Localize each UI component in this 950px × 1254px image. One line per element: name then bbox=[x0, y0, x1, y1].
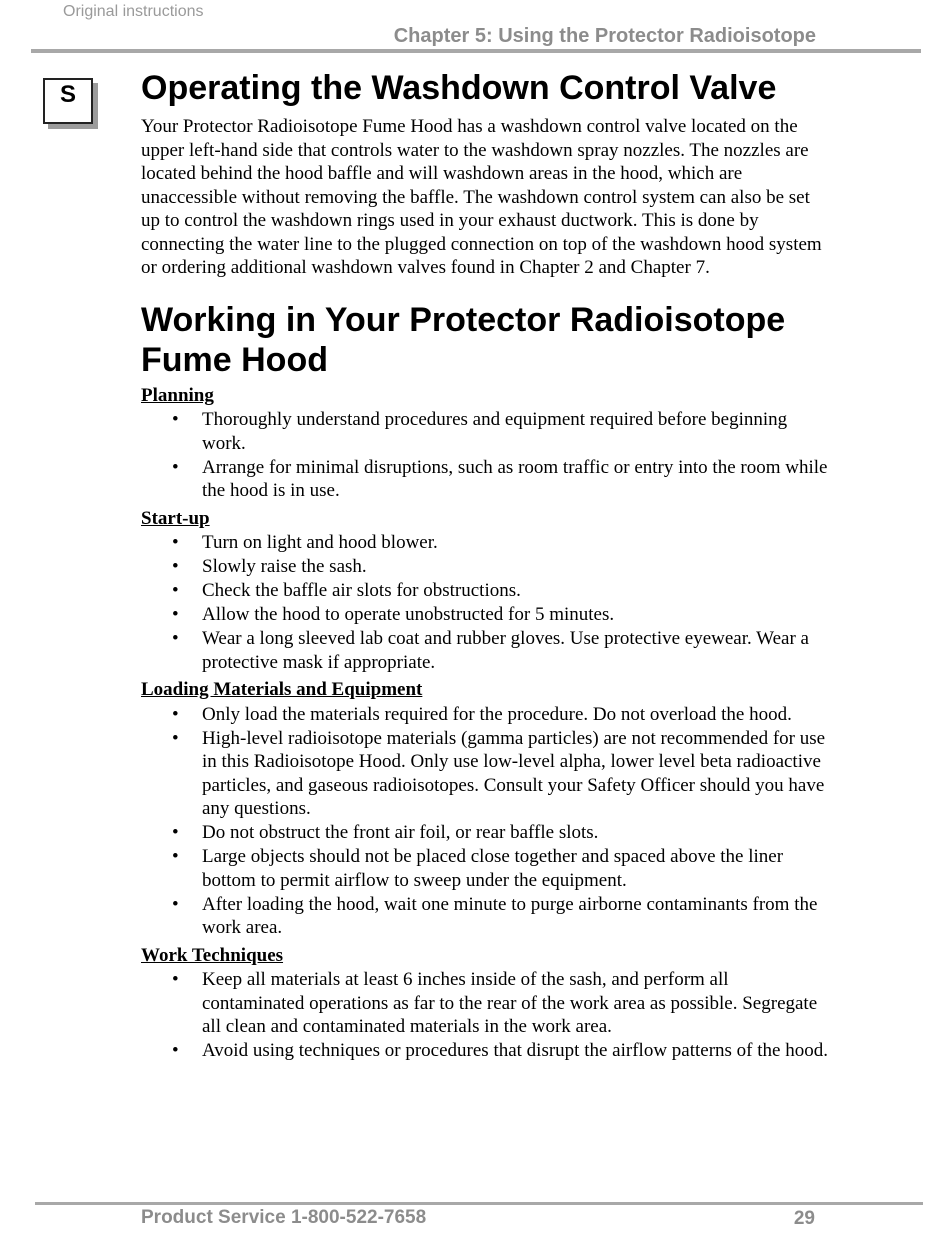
subheading-loading: Loading Materials and Equipment bbox=[141, 679, 423, 700]
bullet-icon: • bbox=[172, 703, 179, 725]
list-item-text: Turn on light and hood blower. bbox=[202, 532, 438, 553]
bullet-icon: • bbox=[172, 556, 179, 577]
section-title-washdown: Operating the Washdown Control Valve bbox=[141, 69, 777, 107]
bullet-icon: • bbox=[172, 532, 179, 553]
work-techniques-list bbox=[141, 968, 831, 1063]
list-item bbox=[141, 456, 831, 503]
list-item-text: Avoid using techniques or procedures that disrupt the airflow patterns of the hood. bbox=[202, 1040, 828, 1061]
group-start-up bbox=[141, 507, 831, 675]
list-item bbox=[141, 703, 831, 727]
product-service-phone: Product Service 1-800-522-7658 bbox=[141, 1207, 427, 1228]
bullet-icon: • bbox=[172, 409, 179, 430]
start-up-list bbox=[141, 531, 831, 674]
list-item bbox=[141, 845, 831, 892]
list-item-text: Thoroughly understand procedures and equipment required before beginning work. bbox=[202, 409, 788, 454]
procedure-groups bbox=[141, 384, 831, 1063]
page-number: 29 bbox=[793, 1208, 815, 1229]
section-marker-box: S bbox=[43, 78, 93, 124]
bullet-icon: • bbox=[172, 893, 179, 915]
list-item-text: High-level radioisotope materials (gamma particles) are not recommended for use in this Radioisotope Hood. Only use low-level alpha, lower level beta radioactive particles, and gaseous radioisotopes. Consult your Safety Officer should you have any questions. bbox=[202, 727, 826, 819]
list-item-text: Do not obstruct the front air foil, or rear baffle slots. bbox=[202, 822, 599, 843]
group-loading bbox=[141, 678, 831, 940]
group-work-techniques bbox=[141, 944, 831, 1063]
list-item bbox=[141, 968, 831, 1039]
list-item bbox=[141, 408, 831, 455]
subheading-start-up: Start-up bbox=[141, 507, 210, 529]
bullet-icon: • bbox=[172, 580, 179, 601]
list-item-text: Slowly raise the sash. bbox=[202, 556, 367, 577]
bullet-icon: • bbox=[172, 456, 179, 478]
washdown-paragraph: Your Protector Radioisotope Fume Hood has a washdown control valve located on the upper left-hand side that controls water to the washdown spray nozzles. The nozzles are located behind the hood baffle and will washdown areas in the hood, which are unaccessible without removing the baffle. The washdown control system can also be set up to control the washdown rings used in your exhaust ductwork. This is done by connecting the water line to the plugged connection on top of the washdown hood system or ordering additional washdown valves found in Chapter 2 and Chapter 7. bbox=[141, 116, 822, 278]
subheading-work-techniques: Work Techniques bbox=[141, 944, 284, 966]
list-item bbox=[141, 727, 831, 821]
bullet-icon: • bbox=[172, 969, 179, 990]
list-item-text: Keep all materials at least 6 inches inside of the sash, and perform all contaminated operations as far to the rear of the work area as possible. Segregate all clean and contaminated materials in the work area. bbox=[202, 969, 818, 1037]
list-item bbox=[141, 555, 831, 579]
bullet-icon: • bbox=[172, 1040, 179, 1061]
list-item bbox=[141, 579, 831, 603]
section-title-working: Working in Your Protector Radioisotope Fume Hood bbox=[141, 300, 786, 379]
group-planning bbox=[141, 384, 831, 503]
list-item-text: After loading the hood, wait one minute to purge airborne contaminants from the work area. bbox=[202, 893, 818, 938]
bullet-icon: • bbox=[172, 604, 179, 625]
subheading-planning: Planning bbox=[141, 384, 214, 406]
list-item-text: Wear a long sleeved lab coat and rubber gloves. Use protective eyewear. Wear a protective mask if appropriate. bbox=[202, 628, 809, 673]
bullet-icon: • bbox=[172, 822, 179, 843]
list-item bbox=[141, 821, 831, 845]
list-item bbox=[141, 603, 831, 627]
header-rule bbox=[31, 49, 921, 53]
list-item-text: Arrange for minimal disruptions, such as room traffic or entry into the room while the hood is in use. bbox=[202, 456, 828, 501]
footer-rule bbox=[35, 1202, 923, 1205]
bullet-icon: • bbox=[172, 727, 179, 749]
list-item-text: Large objects should not be placed close together and spaced above the liner bottom to permit airflow to sweep under the equipment. bbox=[202, 846, 784, 891]
planning-list bbox=[141, 408, 831, 503]
original-instructions-note: Original instructions bbox=[63, 3, 204, 20]
list-item bbox=[141, 1039, 831, 1063]
list-item-text: Only load the materials required for the procedure. Do not overload the hood. bbox=[202, 703, 792, 725]
loading-list bbox=[141, 703, 831, 940]
bullet-icon: • bbox=[172, 846, 179, 867]
list-item-text: Check the baffle air slots for obstructions. bbox=[202, 580, 521, 601]
bullet-icon: • bbox=[172, 628, 179, 649]
list-item bbox=[141, 627, 831, 674]
main-content bbox=[141, 68, 831, 1063]
list-item-text: Allow the hood to operate unobstructed for 5 minutes. bbox=[202, 604, 615, 625]
chapter-title: Chapter 5: Using the Protector Radioisotope bbox=[393, 25, 816, 47]
list-item bbox=[141, 893, 831, 940]
list-item bbox=[141, 531, 831, 555]
